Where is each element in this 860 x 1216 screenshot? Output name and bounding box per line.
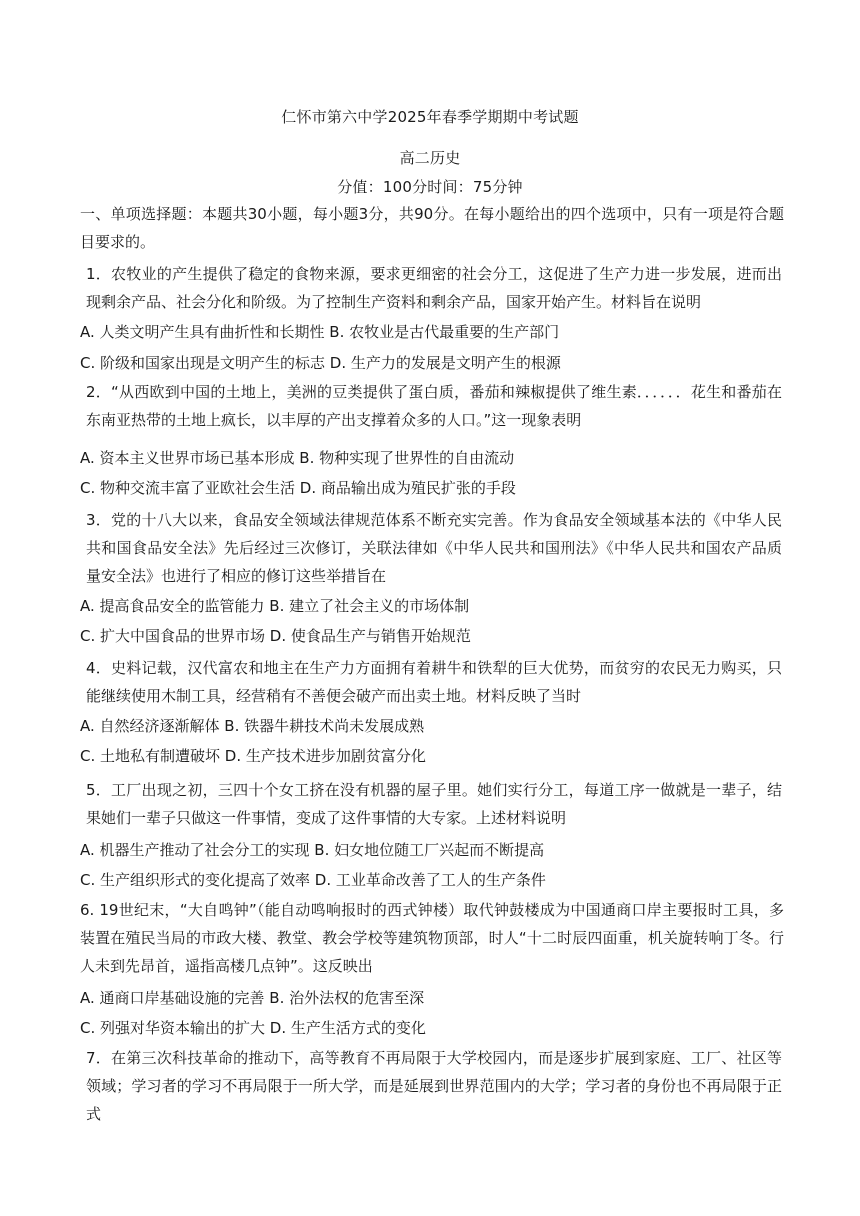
question-4-options-line2: C. 土地私有制遭破坏 D. 生产技术进步加剧贫富分化 <box>80 747 426 765</box>
question-1-options-line1: A. 人类文明产生具有曲折性和长期性 B. 农牧业是古代最重要的生产部门 <box>80 323 560 341</box>
question-6-options-line2: C. 列强对华资本输出的扩大 D. 生产生活方式的变化 <box>80 1019 426 1037</box>
exam-subject: 高二历史 <box>399 149 461 167</box>
question-5-options-line1: A. 机器生产推动了社会分工的实现 B. 妇女地位随工厂兴起而不断提高 <box>80 841 545 859</box>
question-6-stem: 6. 19世纪末，“大自鸣钟”（能自动鸣响报时的西式钟楼）取代钟鼓楼成为中国通商口岸主要报时工具，多装置在殖民当局的市政大楼、教堂、教会学校等建筑物顶部，时人“十二时辰四面重，机关旋转响丁冬。行人未到先昂首，遥指高楼几点钟”。这反映出 <box>80 901 784 975</box>
section-heading: 一、单项选择题：本题共30小题，每小题3分，共90分。在每小题给出的四个选项中，只有一项是符合题目要求的。 <box>80 205 784 251</box>
question-4-options-line1: A. 自然经济逐渐解体 B. 铁器牛耕技术尚未发展成熟 <box>80 717 425 735</box>
question-5-options-line2: C. 生产组织形式的变化提高了效率 D. 工业革命改善了工人的生产条件 <box>80 871 546 889</box>
question-7-stem: 7．在第三次科技革命的推动下，高等教育不再局限于大学校园内，而是逐步扩展到家庭、工厂、社区等领域；学习者的学习不再局限于一所大学，而是延展到世界范围内的大学；学习者的身份也不再局限于正式 <box>86 1049 782 1123</box>
question-2-options-line2: C. 物种交流丰富了亚欧社会生活 D. 商品输出成为殖民扩张的手段 <box>80 479 516 497</box>
question-3-options-line1: A. 提高食品安全的监管能力 B. 建立了社会主义的市场体制 <box>80 597 470 615</box>
question-2-options-line1: A. 资本主义世界市场已基本形成 B. 物种实现了世界性的自由流动 <box>80 449 515 467</box>
question-1-options-line2: C. 阶级和国家出现是文明产生的标志 D. 生产力的发展是文明产生的根源 <box>80 354 561 372</box>
question-2-stem: 2．“从西欧到中国的土地上，美洲的豆类提供了蛋白质，番茄和辣椒提供了维生素．．．．．．花生和番茄在东南亚热带的土地上疯长，以丰厚的产出支撑着众多的人口。”这一现象表明 <box>86 383 782 429</box>
question-1-stem: 1．农牧业的产生提供了稳定的食物来源，要求更细密的社会分工，这促进了生产力进一步发展，进而出现剩余产品、社会分化和阶级。为了控制生产资料和剩余产品，国家开始产生。材料旨在说明 <box>86 265 782 311</box>
question-3-options-line2: C. 扩大中国食品的世界市场 D. 使食品生产与销售开始规范 <box>80 627 471 645</box>
question-3-stem: 3．党的十八大以来，食品安全领域法律规范体系不断充实完善。作为食品安全领域基本法的《中华人民共和国食品安全法》先后经过三次修订，关联法律如《中华人民共和国刑法》《中华人民共和国农产品质量安全法》也进行了相应的修订这些举措旨在 <box>86 511 782 585</box>
question-5-stem: 5．工厂出现之初，三四十个女工挤在没有机器的屋子里。她们实行分工，每道工序一做就是一辈子，结果她们一辈子只做这一件事情，变成了这件事情的大专家。上述材料说明 <box>86 781 782 827</box>
question-4-stem: 4．史料记载，汉代富农和地主在生产力方面拥有着耕牛和铁犁的巨大优势，而贫穷的农民无力购买，只能继续使用木制工具，经营稍有不善便会破产而出卖土地。材料反映了当时 <box>86 659 782 705</box>
question-6-options-line1: A. 通商口岸基础设施的完善 B. 治外法权的危害至深 <box>80 989 425 1007</box>
exam-meta: 分值：100分时间：75分钟 <box>337 178 523 196</box>
exam-title: 仁怀市第六中学2025年春季学期期中考试题 <box>281 108 579 126</box>
